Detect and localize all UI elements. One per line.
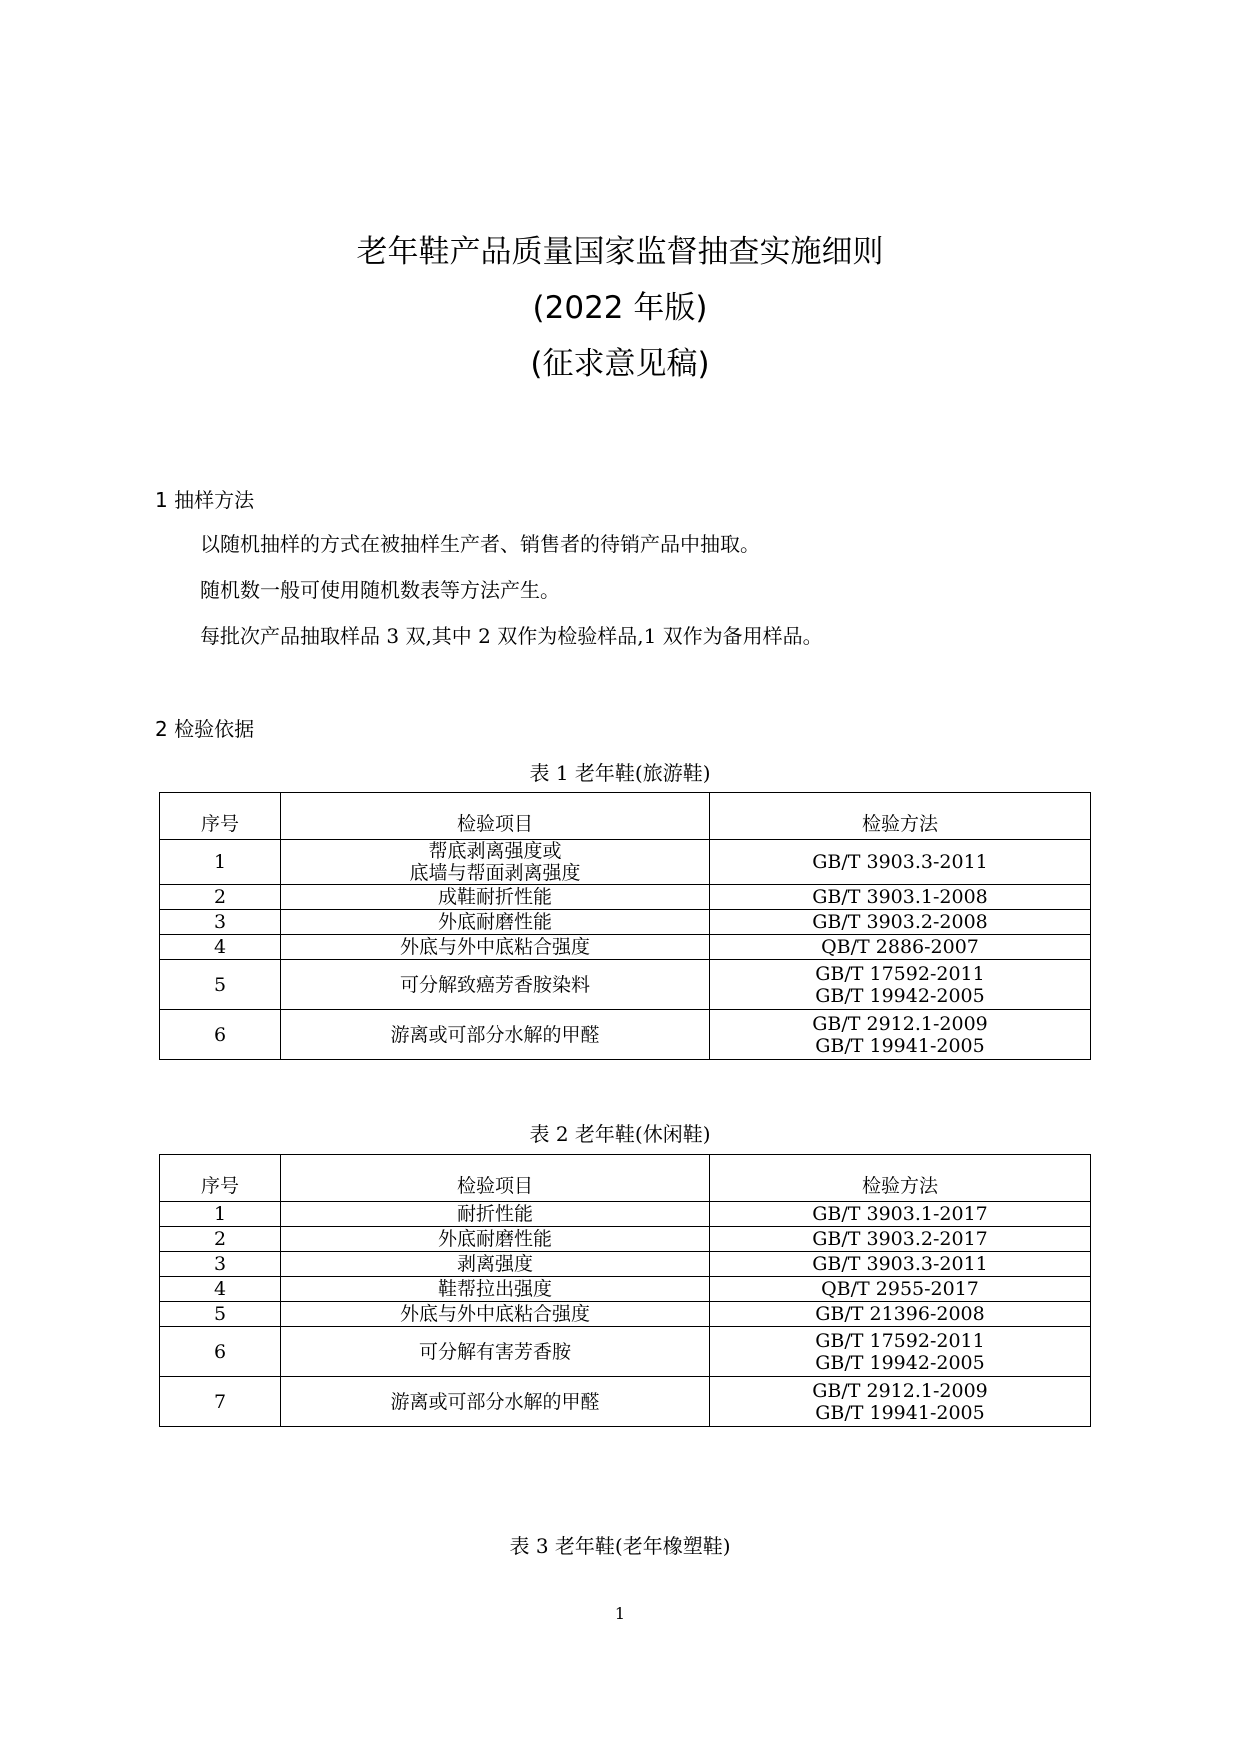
- cell-item: 外底与外中底粘合强度: [281, 935, 710, 960]
- header-no: 序号: [160, 793, 281, 840]
- cell-method: [710, 960, 1091, 1010]
- cell-method-line: GB/T 19942-2005: [815, 1351, 985, 1374]
- cell-item: 成鞋耐折性能: [281, 885, 710, 910]
- table-row: [160, 1277, 1091, 1302]
- cell-method: GB/T 3903.3-2011: [710, 1252, 1091, 1277]
- cell-item: 可分解有害芳香胺: [281, 1327, 710, 1377]
- cell-no: 2: [160, 885, 281, 910]
- cell-no: 4: [160, 1277, 281, 1302]
- header-no: 序号: [160, 1155, 281, 1202]
- table-3-caption: 表 3 老年鞋(老年橡塑鞋): [509, 1534, 731, 1558]
- cell-method: [710, 1377, 1091, 1427]
- table-row: [160, 1010, 1091, 1060]
- cell-method-line: GB/T 2912.1-2009: [812, 1012, 988, 1035]
- table-row: [160, 1227, 1091, 1252]
- table-row: [160, 910, 1091, 935]
- table-row: [160, 1377, 1091, 1427]
- header-method: 检验方法: [710, 793, 1091, 840]
- cell-item: 可分解致癌芳香胺染料: [281, 960, 710, 1010]
- page-number: 1: [614, 1604, 626, 1623]
- cell-item-line: 底墙与帮面剥离强度: [409, 862, 581, 884]
- table-row: [160, 935, 1091, 960]
- section-2-heading: 2 检验依据: [155, 717, 255, 741]
- doc-edition: (2022 年版): [532, 290, 708, 326]
- cell-item: 游离或可部分水解的甲醛: [281, 1377, 710, 1427]
- cell-method-line: GB/T 17592-2011: [815, 1329, 985, 1352]
- cell-no: 5: [160, 1302, 281, 1327]
- section-1-paragraph: 随机数一般可使用随机数表等方法产生。: [200, 578, 560, 602]
- section-1-paragraph: 每批次产品抽取样品 3 双,其中 2 双作为检验样品,1 双作为备用样品。: [200, 624, 823, 648]
- cell-item: 外底耐磨性能: [281, 1227, 710, 1252]
- table-row: [160, 960, 1091, 1010]
- cell-item: 鞋帮拉出强度: [281, 1277, 710, 1302]
- header-item: 检验项目: [281, 793, 710, 840]
- cell-no: 3: [160, 910, 281, 935]
- cell-no: 4: [160, 935, 281, 960]
- table-row: [160, 1327, 1091, 1377]
- cell-item: 外底与外中底粘合强度: [281, 1302, 710, 1327]
- cell-method: GB/T 3903.2-2008: [710, 910, 1091, 935]
- cell-method: QB/T 2955-2017: [710, 1277, 1091, 1302]
- cell-method: GB/T 3903.3-2011: [710, 840, 1091, 885]
- cell-item: 外底耐磨性能: [281, 910, 710, 935]
- cell-no: 6: [160, 1010, 281, 1060]
- cell-method-line: GB/T 2912.1-2009: [812, 1379, 988, 1402]
- cell-no: 2: [160, 1227, 281, 1252]
- table-row: [160, 1302, 1091, 1327]
- table-row: [160, 1252, 1091, 1277]
- cell-method-line: GB/T 19941-2005: [815, 1401, 985, 1424]
- cell-method: [710, 1010, 1091, 1060]
- cell-no: 7: [160, 1377, 281, 1427]
- section-1-paragraph: 以随机抽样的方式在被抽样生产者、销售者的待销产品中抽取。: [200, 532, 760, 556]
- cell-method: GB/T 3903.1-2008: [710, 885, 1091, 910]
- table-row: [160, 840, 1091, 885]
- table-row: [160, 885, 1091, 910]
- header-item: 检验项目: [281, 1155, 710, 1202]
- doc-title: 老年鞋产品质量国家监督抽查实施细则: [356, 234, 884, 270]
- cell-no: 1: [160, 1202, 281, 1227]
- cell-method-line: GB/T 19941-2005: [815, 1034, 985, 1057]
- cell-no: 1: [160, 840, 281, 885]
- cell-method: QB/T 2886-2007: [710, 935, 1091, 960]
- cell-method: GB/T 21396-2008: [710, 1302, 1091, 1327]
- table-row: [160, 1202, 1091, 1227]
- cell-method: GB/T 3903.2-2017: [710, 1227, 1091, 1252]
- table-1-caption: 表 1 老年鞋(旅游鞋): [529, 761, 711, 785]
- doc-draft-note: (征求意见稿): [530, 346, 710, 382]
- cell-item-line: 帮底剥离强度或: [428, 840, 562, 862]
- cell-no: 3: [160, 1252, 281, 1277]
- cell-method-line: GB/T 19942-2005: [815, 984, 985, 1007]
- table-1: [159, 792, 1091, 1060]
- cell-method: [710, 1327, 1091, 1377]
- table-2: [159, 1154, 1091, 1427]
- cell-item: 游离或可部分水解的甲醛: [281, 1010, 710, 1060]
- cell-item: [281, 840, 710, 885]
- cell-method-line: GB/T 17592-2011: [815, 962, 985, 985]
- header-method: 检验方法: [710, 1155, 1091, 1202]
- cell-no: 6: [160, 1327, 281, 1377]
- cell-item: 耐折性能: [281, 1202, 710, 1227]
- table-header-row: [160, 793, 1091, 840]
- cell-method: GB/T 3903.1-2017: [710, 1202, 1091, 1227]
- cell-no: 5: [160, 960, 281, 1010]
- section-1-heading: 1 抽样方法: [155, 488, 255, 512]
- table-2-caption: 表 2 老年鞋(休闲鞋): [529, 1122, 711, 1146]
- table-header-row: [160, 1155, 1091, 1202]
- cell-item: 剥离强度: [281, 1252, 710, 1277]
